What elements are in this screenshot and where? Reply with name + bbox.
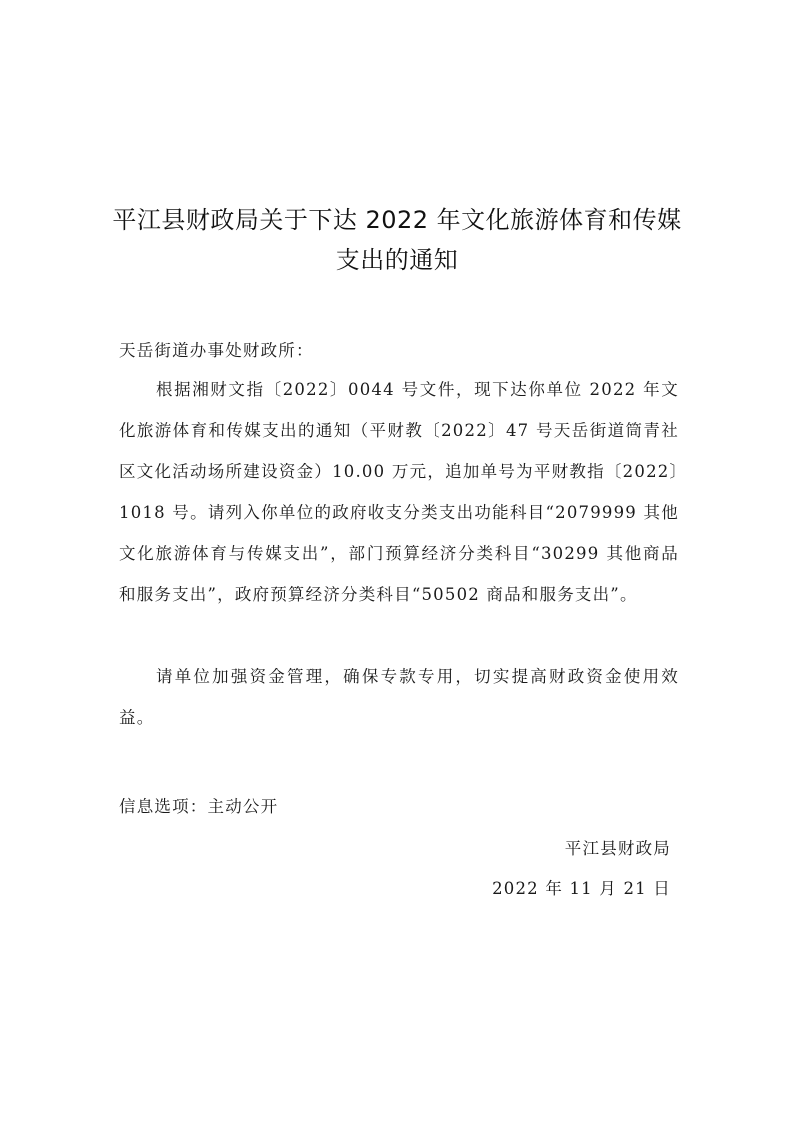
signature-date: 2022 年 11 月 21 日 (492, 879, 671, 898)
body-paragraph-2: 请单位加强资金管理，确保专款专用，切实提高财政资金使用效益。 (119, 667, 679, 727)
disclosure-option: 信息选项：主动公开 (119, 797, 279, 816)
document-title-line-1: 平江县财政局关于下达 2022 年文化旅游体育和传媒 (112, 206, 682, 234)
document-title-line-2: 支出的通知 (335, 246, 459, 274)
salutation: 天岳街道办事处财政所： (119, 341, 314, 360)
document-title (110, 200, 684, 280)
body-paragraph-1: 根据湘财文指〔2022〕0044 号文件，现下达你单位 2022 年文化旅游体育和传媒支出的通知（平财教〔2022〕47 号天岳街道筒青社区文化活动场所建设资金）10.00 万元，追加单号为平财教指〔2022〕1018 号。请列入你单位的政府收支分类支出功能科目“2079999 其他文化旅游体育与传媒支出”，部门预算经济分类科目“30299 其他商品和服务支出”，政府预算经济分类科目“50502 商品和服务支出”。 (119, 380, 679, 604)
signature-organization: 平江县财政局 (564, 839, 671, 858)
